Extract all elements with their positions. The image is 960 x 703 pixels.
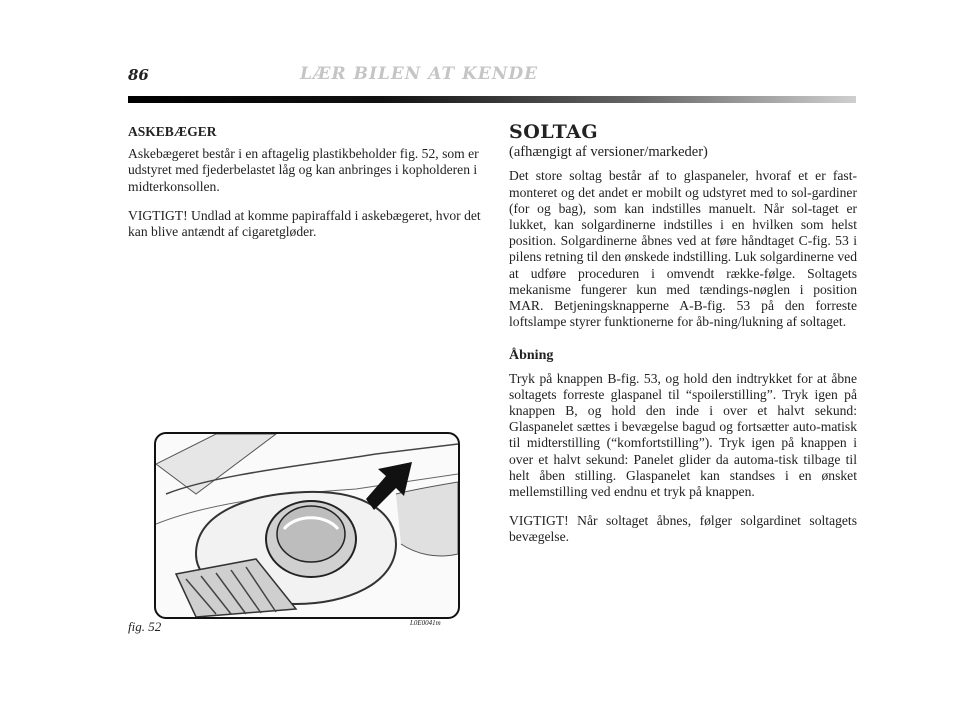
ashtray-paragraph: Askebægeret består i en aftagelig plastikbeholder fig. 52, som er udstyret med fjederbelastet låg og kan anbringes i kopholderen i midterkonsollen.: [128, 146, 479, 194]
figure-code: L0E0041m: [410, 619, 441, 627]
header-rule: [128, 96, 856, 103]
figure-label: fig. 52: [128, 619, 162, 634]
sunroof-paragraph: Det store soltag består af to glaspaneler, hvoraf et er fast-monteret og det andet er mobilt og udstyret med to sol-gardiner (for og bag), som kan indstilles manuelt. Når sol-taget er lukket, kan solgardinerne indstilles i en hvilken som helst position. Solgardinerne åbnes ved at føre håndtaget C-fig. 53 i pilens retning til den ønskede indstilling. Luk solgardinerne ved at udføre proceduren i omvendt række-følge. Soltagets mekanisme fungerer kun med tændings-nøglen i position MAR. Betjeningsknapperne A-B-fig. 53 på den forreste loftslampe styrer funktionerne for åb-ning/lukning af soltaget.: [509, 168, 857, 330]
right-column: [509, 121, 857, 559]
left-column: [128, 124, 482, 253]
ashtray-warning: VIGTIGT! Undlad at komme papiraffald i askebægeret, hvor det kan blive antændt af cigaretgløder.: [128, 207, 481, 240]
sunroof-warning: VIGTIGT! Når soltaget åbnes, følger solgardinet soltagets bevægelse.: [509, 513, 857, 545]
header-title: LÆR BILEN AT KENDE: [300, 64, 539, 84]
opening-heading: Åbning: [509, 348, 554, 364]
sunroof-heading: SOLTAG: [509, 121, 599, 143]
sunroof-subheading: (afhængigt af versioner/markeder): [509, 144, 708, 161]
page-number: 86: [128, 66, 149, 84]
ashtray-heading: ASKEBÆGER: [128, 124, 217, 139]
opening-paragraph: Tryk på knappen B-fig. 53, og hold den indtrykket for at åbne soltagets forreste glaspanel til “spoilerstilling”. Tryk igen på knappen B, og hold den inde i over et halvt sekund: Glaspanelet sættes i bevægelse bagud og fortsætter auto-matisk til midterstilling (“komfortstilling”). Tryk igen på knappen i over et halvt sekund: Panelet glider da automa-tisk tilbage til helt åben stilling. Glaspanelet kan standses i en ønsket mellemstilling ved endnu et tryk på knappen.: [509, 370, 857, 500]
figure-52: [154, 432, 460, 619]
ashtray-in-cupholder-illustration: [156, 434, 458, 617]
